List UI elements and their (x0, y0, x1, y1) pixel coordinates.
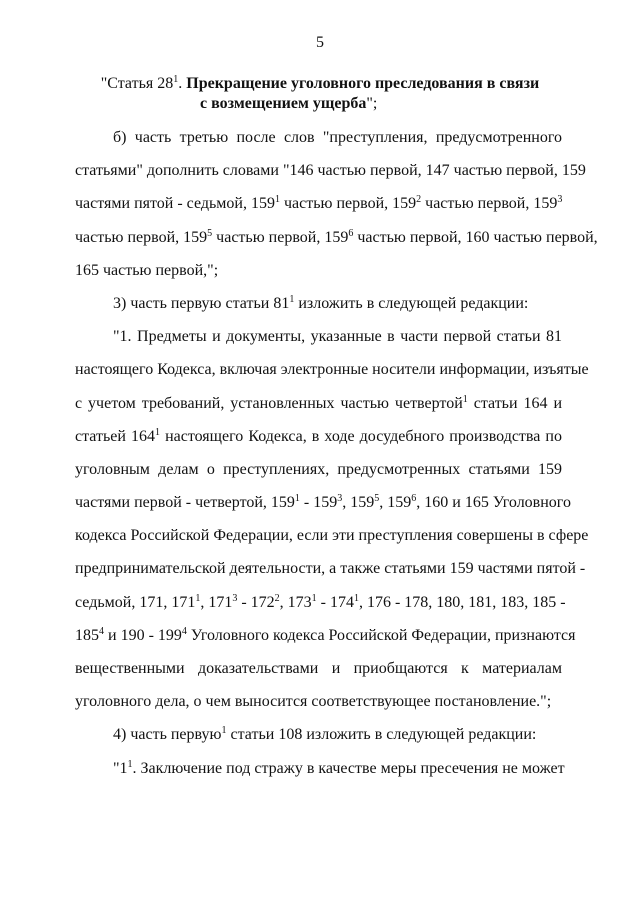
superscript: 3 (557, 194, 563, 206)
text-segment: 3) часть первую статьи 81 (113, 294, 290, 312)
text-line (75, 620, 576, 653)
text-segment: частью первой, 159 (75, 228, 208, 246)
text-segment: частью первой, 159 (279, 195, 417, 213)
text-line (75, 753, 565, 786)
superscript: 1 (294, 493, 300, 505)
text-segment: 185 (75, 626, 99, 644)
text-segment: , 159 (379, 494, 412, 512)
text-segment: "1. Предметы и документы, указанные в части первой статьи 81 (113, 328, 562, 346)
superscript: 5 (207, 227, 213, 239)
superscript: 1 (274, 194, 280, 206)
text-line (75, 288, 562, 321)
superscript: 1 (311, 592, 317, 604)
text-line (75, 686, 562, 719)
page-number: 5 (316, 34, 324, 51)
article-suffix: "; (366, 95, 378, 112)
text-segment: , 159 (342, 494, 375, 512)
text-segment: статьи 164 и (467, 394, 563, 412)
text-segment: частью первой, 160 частью первой, (353, 228, 598, 246)
superscript: 6 (411, 493, 417, 505)
text-segment: - 172 (237, 593, 275, 611)
article-title-line-1: Прекращение уголовного преследования в связи (186, 75, 540, 92)
text-line (75, 188, 562, 221)
text-segment: - 159 (299, 494, 338, 512)
article-heading (0, 74, 640, 114)
text-line (75, 487, 571, 520)
text-line (75, 421, 562, 454)
superscript: 1 (155, 426, 160, 438)
text-line (75, 653, 562, 686)
text-segment: вещественными доказательствами и приобщаются к материалам (75, 660, 562, 677)
text-line (75, 354, 589, 387)
text-segment: частью первой, 159 (421, 195, 558, 213)
text-segment: с учетом требований, установленных частью четвертой (75, 394, 463, 412)
text-line (75, 553, 586, 586)
superscript: 6 (348, 227, 354, 239)
text-segment: и 190 - 199 (104, 626, 182, 644)
text-segment: уголовным делам о преступлениях, предусмотренных статьями 159 (75, 460, 562, 478)
text-segment: . Заключение под стражу в качестве меры пресечения не может (132, 759, 565, 777)
superscript: 3 (232, 592, 238, 604)
superscript: 1 (353, 592, 359, 604)
text-segment: статьи 108 изложить в следующей редакции: (226, 726, 537, 744)
text-segment: предпринимательской деятельности, а также статьями 159 частями пятой - (75, 560, 586, 578)
text-line (75, 255, 562, 288)
text-segment: - 174 (316, 593, 354, 611)
superscript: 2 (416, 194, 422, 206)
article-heading-line-2 (0, 94, 640, 114)
text-segment: , 176 - 178, 180, 181, 183, 185 - (358, 593, 566, 611)
text-segment: частями первой - четвертой, 159 (75, 494, 295, 512)
text-segment: кодекса Российской Федерации, если эти преступления совершены в сфере (75, 527, 589, 545)
text-segment: частью первой, 159 (212, 228, 349, 246)
text-segment: статьями" дополнить словами "146 частью первой, 147 частью первой, 159 (75, 162, 586, 180)
superscript: 1 (462, 393, 468, 405)
text-line (75, 388, 562, 421)
article-title-line-2: с возмещением ущерба (200, 95, 367, 112)
text-line (75, 454, 562, 487)
superscript: 4 (181, 625, 187, 637)
superscript: 1 (289, 293, 295, 305)
superscript: 1 (127, 758, 133, 770)
text-line (75, 719, 562, 752)
superscript: 3 (337, 493, 343, 505)
text-line (75, 222, 598, 255)
text-segment: уголовного дела, о чем выносится соответствующее постановление."; (75, 693, 552, 711)
text-line (75, 587, 566, 620)
body-text (75, 122, 598, 786)
article-heading-line-1 (0, 74, 640, 94)
text-line (75, 321, 562, 354)
superscript: 2 (274, 592, 280, 604)
text-segment: , 160 и 165 Уголовного (416, 494, 571, 512)
article-number-superscript: 1 (173, 74, 179, 85)
text-segment: "1 (113, 759, 128, 777)
superscript: 1 (195, 592, 201, 604)
text-line (75, 520, 589, 553)
text-segment: , 171 (200, 593, 233, 611)
text-segment: 4) часть первую (113, 726, 222, 744)
text-segment: частями пятой - седьмой, 159 (75, 195, 275, 213)
text-segment: изложить в следующей редакции: (294, 294, 529, 312)
article-prefix: "Статья 28 (100, 75, 174, 92)
text-segment: 165 частью первой,"; (75, 261, 219, 279)
text-segment: настоящего Кодекса, включая электронные носители информации, изъятые (75, 361, 589, 379)
superscript: 1 (221, 725, 227, 737)
article-separator: . (178, 75, 187, 92)
text-segment: б) часть третью после слов "преступления, предусмотренного (113, 129, 562, 146)
text-line (75, 155, 586, 188)
superscript: 5 (374, 493, 380, 505)
text-segment: статьей 164 (75, 427, 155, 445)
text-segment: , 173 (279, 593, 312, 611)
text-segment: Уголовного кодекса Российской Федерации, признаются (186, 626, 576, 644)
superscript: 4 (99, 625, 104, 637)
text-line (75, 122, 562, 155)
text-segment: настоящего Кодекса, в ходе досудебного производства по (160, 427, 562, 445)
text-segment: седьмой, 171, 171 (75, 593, 196, 611)
